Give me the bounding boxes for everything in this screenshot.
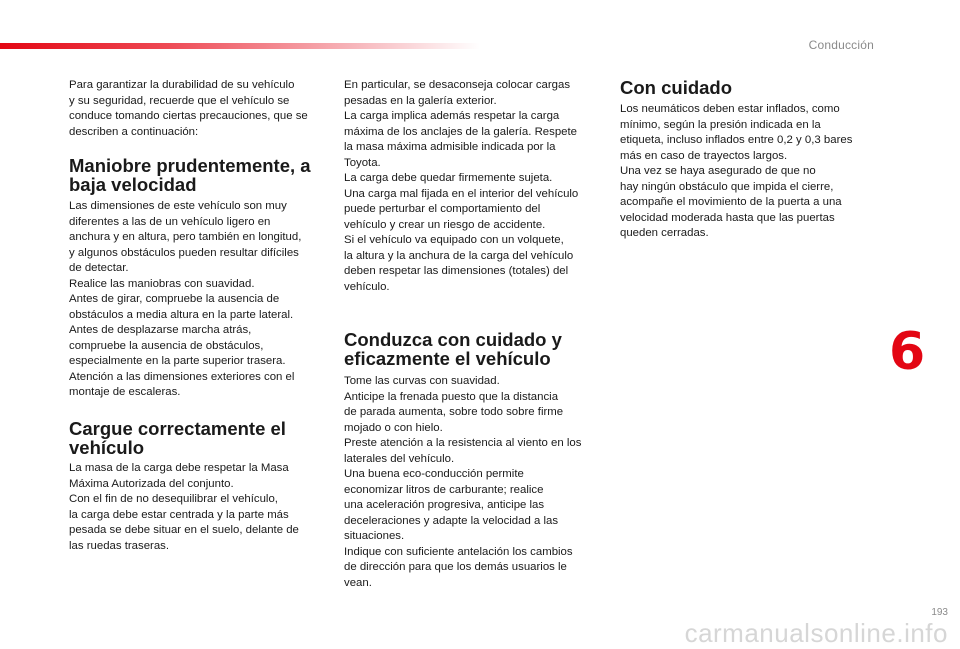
heading-maniobre: Maniobre prudentemente, a baja velocidad [69,155,311,195]
section-title: Conducción [808,38,874,52]
paragraph-cargue: La masa de la carga debe respetar la Masa Máxima Autorizada del conjunto. Con el fin de no desequilibrar el vehículo, la carga debe estar centrada y la parte más pesada se debe situar en el suelo, delante de las ruedas traseras. [69,462,299,552]
watermark: carmanualsonline.info [684,618,948,648]
paragraph-con-cuidado: Los neumáticos deben estar inflados, como mínimo, según la presión indicada en la etiqueta, incluso inflados entre 0,2 y 0,3 bares más en caso de trayectos largos. Una vez se haya asegurado de que no hay ningún obstáculo que impida el cierre, acompañe el movimiento de la puerta a una velocidad moderada hasta que las puertas queden cerradas. [620,103,853,239]
intro-paragraph: Para garantizar la durabilidad de su vehículo y su seguridad, recuerde que el vehículo se conduce tomando ciertas precauciones, que se describen a continuación: [69,79,308,138]
paragraph-maniobre: Las dimensiones de este vehículo son muy diferentes a las de un vehículo ligero en anchura y en altura, pero también en longitud, y algunos obstáculos pueden resultar difíciles de detectar. Realice las maniobras con suavidad. Antes de girar, compruebe la ausencia de obstáculos a media altura en la parte lateral. Antes de desplazarse marcha atrás, compruebe la ausencia de obstáculos, especialmente en la parte superior trasera. Atención a las dimensiones exteriores con el montaje de escaleras. [69,200,302,398]
chapter-number: 6 [889,322,926,382]
page-number: 193 [931,607,948,618]
paragraph-conduzca: Tome las curvas con suavidad. Anticipe la frenada puesto que la distancia de parada aumenta, sobre todo sobre firme mojado o con hielo. Preste atención a la resistencia al viento en los laterales del vehículo. Una buena eco-conducción permite economizar litros de carburante; realice una aceleración progresiva, anticipe las deceleraciones y adapte la velocidad a las situaciones. Indique con suficiente antelación los cambios de dirección para que los demás usuarios le vean. [344,375,582,589]
header-accent-bar [0,43,480,49]
heading-cargue: Cargue correctamente el vehículo [69,418,286,458]
paragraph-carga-galeria: En particular, se desaconseja colocar cargas pesadas en la galería exterior. La carga implica además respetar la carga máxima de los anclajes de la galería. Respete la masa máxima admisible indicada por la Toyota. La carga debe quedar firmemente sujeta. Una carga mal fijada en el interior del vehículo puede perturbar el comportamiento del vehículo y crear un riesgo de accidente. Si el vehículo va equipado con un volquete, la altura y la anchura de la carga del vehículo deben respetar las dimensiones (totales) del vehículo. [344,79,579,293]
heading-con-cuidado: Con cuidado [620,77,733,98]
heading-conduzca: Conduzca con cuidado y eficazmente el vehículo [344,329,562,369]
